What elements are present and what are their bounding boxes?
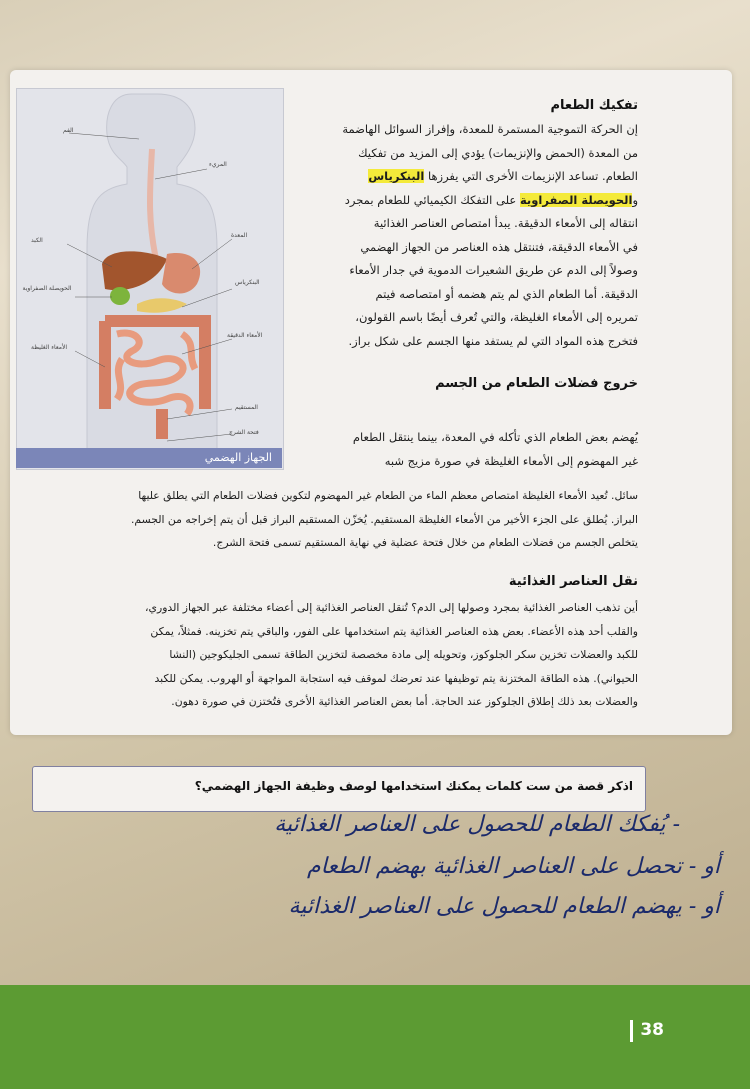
- question-text: اذكر قصة من ست كلمات يمكنك استخدامها لوصف وظيفة الجهاز الهضمي؟: [194, 779, 633, 793]
- text-line: فتخرج هذه المواد التي لم يستفد منها الجسم على شكل براز.: [348, 333, 638, 348]
- label-large-intestine: الأمعاء الغليظة: [31, 344, 68, 351]
- text-line: أين تذهب العناصر الغذائية بمجرد وصولها إلى الدم؟ تُنقل العناصر الغذائية إلى أعضاء مختلفة عبر الجهاز الدوري،: [145, 601, 638, 614]
- label-stomach: المعدة: [231, 232, 248, 239]
- text-line: في الأمعاء الدقيقة، فتنتقل هذه العناصر من الجهاز الهضمي: [360, 239, 638, 254]
- label-anus: فتحة الشرج: [229, 429, 259, 436]
- text-line: البراز. يُطلق على الجزء الأخير من الأمعاء الغليظة المستقيم. يُخزّن المستقيم البراز قبل أن يتم إخراجه من الجسم.: [130, 512, 638, 526]
- label-gallbladder: الحويصلة الصفراوية: [22, 285, 72, 292]
- text-line: من المعدة (الحمض والإنزيمات) يؤدي إلى المزيد من تفكيك: [358, 145, 638, 160]
- text-line: الحيواني). هذه الطاقة المختزنة يتم توظيفها عند تعرضك لموقف فيه استجابة المواجهة أو الهروب. يمكن للكبد: [154, 671, 638, 685]
- text-line: سائل. تُعيد الأمعاء الغليظة امتصاص معظم الماء من الطعام غير المهضوم لتكوين فضلات الطعام التي يطلق عليها: [138, 489, 638, 502]
- text-line: والحويصلة الصفراوية على التفكك الكيميائي للطعام بمجرد: [344, 192, 638, 207]
- text-line: الدقيقة. أما الطعام الذي لم يتم هضمه أو امتصاصه فيتم: [375, 286, 638, 301]
- page-footer: [0, 985, 750, 1089]
- label-liver: الكبد: [31, 237, 43, 244]
- section1-paragraph: [296, 118, 638, 353]
- handwritten-answer-2: أو - تحصل على العناصر الغذائية بهضم الطعام: [307, 854, 720, 879]
- label-mouth: الفم: [63, 127, 74, 134]
- section2-paragraph-bottom: [22, 484, 638, 555]
- text-line: يُهضم بعض الطعام الذي تأكله في المعدة، بينما ينتقل الطعام: [352, 430, 638, 444]
- label-small-intestine: الأمعاء الدقيقة: [227, 332, 263, 339]
- section2-paragraph-top: [296, 426, 638, 473]
- text-line: وصولاً إلى الدم عن طريق الشعيرات الدموية في جدار الأمعاء: [349, 263, 638, 277]
- text-line: والعضلات بعد ذلك إطلاق الجلوكوز عند الحاجة. أما بعض العناصر الغذائية الأخرى فتُختزن في صورة دهون.: [171, 695, 638, 708]
- label-pancreas: البنكرياس: [235, 279, 260, 286]
- text-line: الطعام. تساعد الإنزيمات الأخرى التي يفرزها البنكرياس: [368, 169, 638, 183]
- section-title-transport: نقل العناصر الغذائية: [508, 574, 638, 589]
- text-line: تمريره إلى الأمعاء الغليظة، والتي تُعرف أيضًا باسم القولون،: [355, 310, 638, 324]
- digestive-system-figure: [16, 88, 284, 470]
- text-line: انتقاله إلى الأمعاء الدقيقة. يبدأ امتصاص العناصر الغذائية: [373, 216, 638, 230]
- question-box: [32, 766, 646, 812]
- highlight-gallbladder: الحويصلة الصفراوية: [519, 192, 633, 207]
- handwritten-answer-3: أو - يهضم الطعام للحصول على العناصر الغذائية: [288, 894, 720, 919]
- section-title-breakdown: تفكيك الطعام: [550, 98, 638, 113]
- text-line: غير المهضوم إلى الأمعاء الغليظة في صورة مزيج شبه: [384, 453, 638, 468]
- label-esophagus: المريء: [209, 161, 227, 168]
- section-title-waste: خروج فضلات الطعام من الجسم: [435, 376, 638, 391]
- text-line: إن الحركة التموجية المستمرة للمعدة، وإفراز السوائل الهاضمة: [342, 122, 638, 136]
- text-line: يتخلص الجسم من فضلات الطعام من خلال فتحة عضلية في نهاية المستقيم تسمى فتحة الشرج.: [212, 536, 638, 549]
- highlight-pancreas: البنكرياس: [368, 169, 425, 183]
- text-line: للكبد والعضلات تخزين سكر الجلوكوز، وتحويله إلى مادة مخصصة لتخزين الطاقة تسمى الجليكوجين (النشا: [169, 648, 638, 661]
- text-line: والقلب أحد هذه الأعضاء. بعض هذه العناصر الغذائية يتم استخدامها على الفور، والباقي يتم تخزينه. فمثلاً، يمكن: [150, 624, 638, 638]
- label-rectum: المستقيم: [235, 404, 258, 411]
- section3-paragraph: [22, 596, 638, 714]
- page-number: 38: [640, 1020, 664, 1040]
- figure-caption: الجهاز الهضمي: [16, 448, 282, 468]
- handwritten-answer-1: - يُفكك الطعام للحصول على العناصر الغذائية: [274, 812, 680, 837]
- page-number-divider: [630, 1020, 633, 1042]
